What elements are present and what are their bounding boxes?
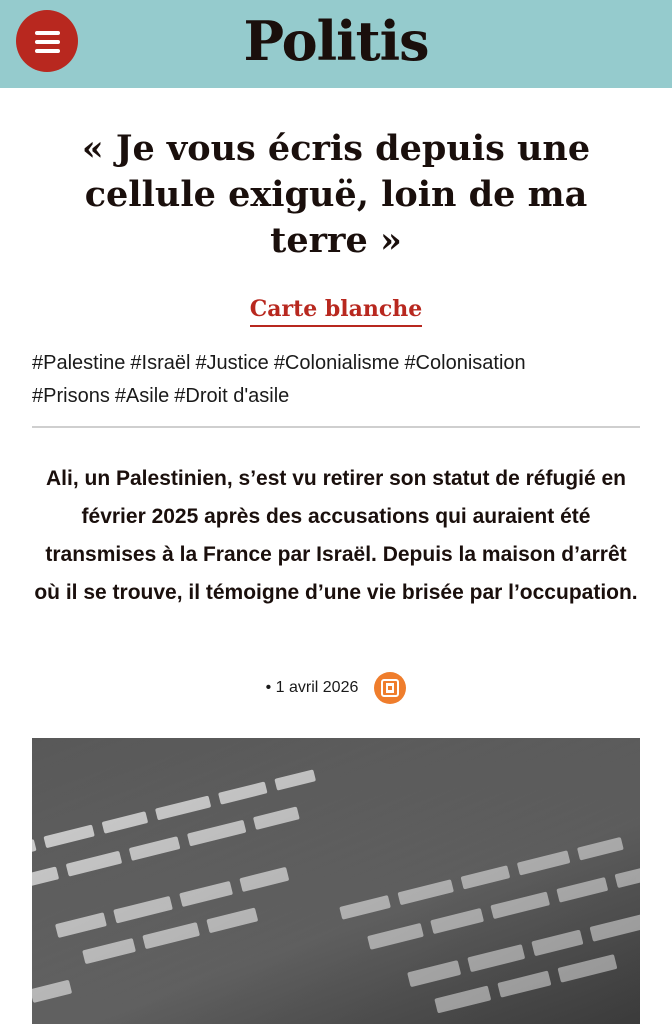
publish-date: • 1 avril 2026 (265, 679, 359, 696)
article-lead: Ali, un Palestinien, s’est vu retirer son statut de réfugié en février 2025 après des accusations qui auraient été transmises à la France par Israël. Depuis la maison d’arrêt où il se trouve, il témoigne d’une vie brisée par l’occupation. (34, 467, 638, 604)
article-title: « Je vous écris depuis une cellule exiguë, loin de ma terre » (81, 128, 591, 261)
tag-list (32, 347, 642, 413)
tag-link[interactable]: #Israël (130, 352, 191, 374)
tag-link[interactable]: #Colonialisme (273, 352, 400, 374)
tag-link[interactable]: #Justice (195, 352, 269, 374)
author-avatar-icon[interactable] (374, 672, 406, 704)
divider (32, 426, 640, 428)
section-link[interactable]: Carte blanche (250, 294, 423, 327)
site-header (0, 0, 672, 88)
tag-link[interactable]: #Asile (114, 385, 170, 407)
section-container (0, 294, 672, 327)
article-hero-image[interactable] (32, 738, 640, 1024)
tag-link[interactable]: #Droit d'asile (174, 385, 290, 407)
tag-link[interactable]: #Colonisation (404, 352, 526, 374)
article-meta (0, 672, 672, 704)
site-logo[interactable]: Politis (243, 9, 429, 73)
tag-link[interactable]: #Prisons (32, 385, 110, 407)
tag-link[interactable]: #Palestine (32, 352, 126, 374)
